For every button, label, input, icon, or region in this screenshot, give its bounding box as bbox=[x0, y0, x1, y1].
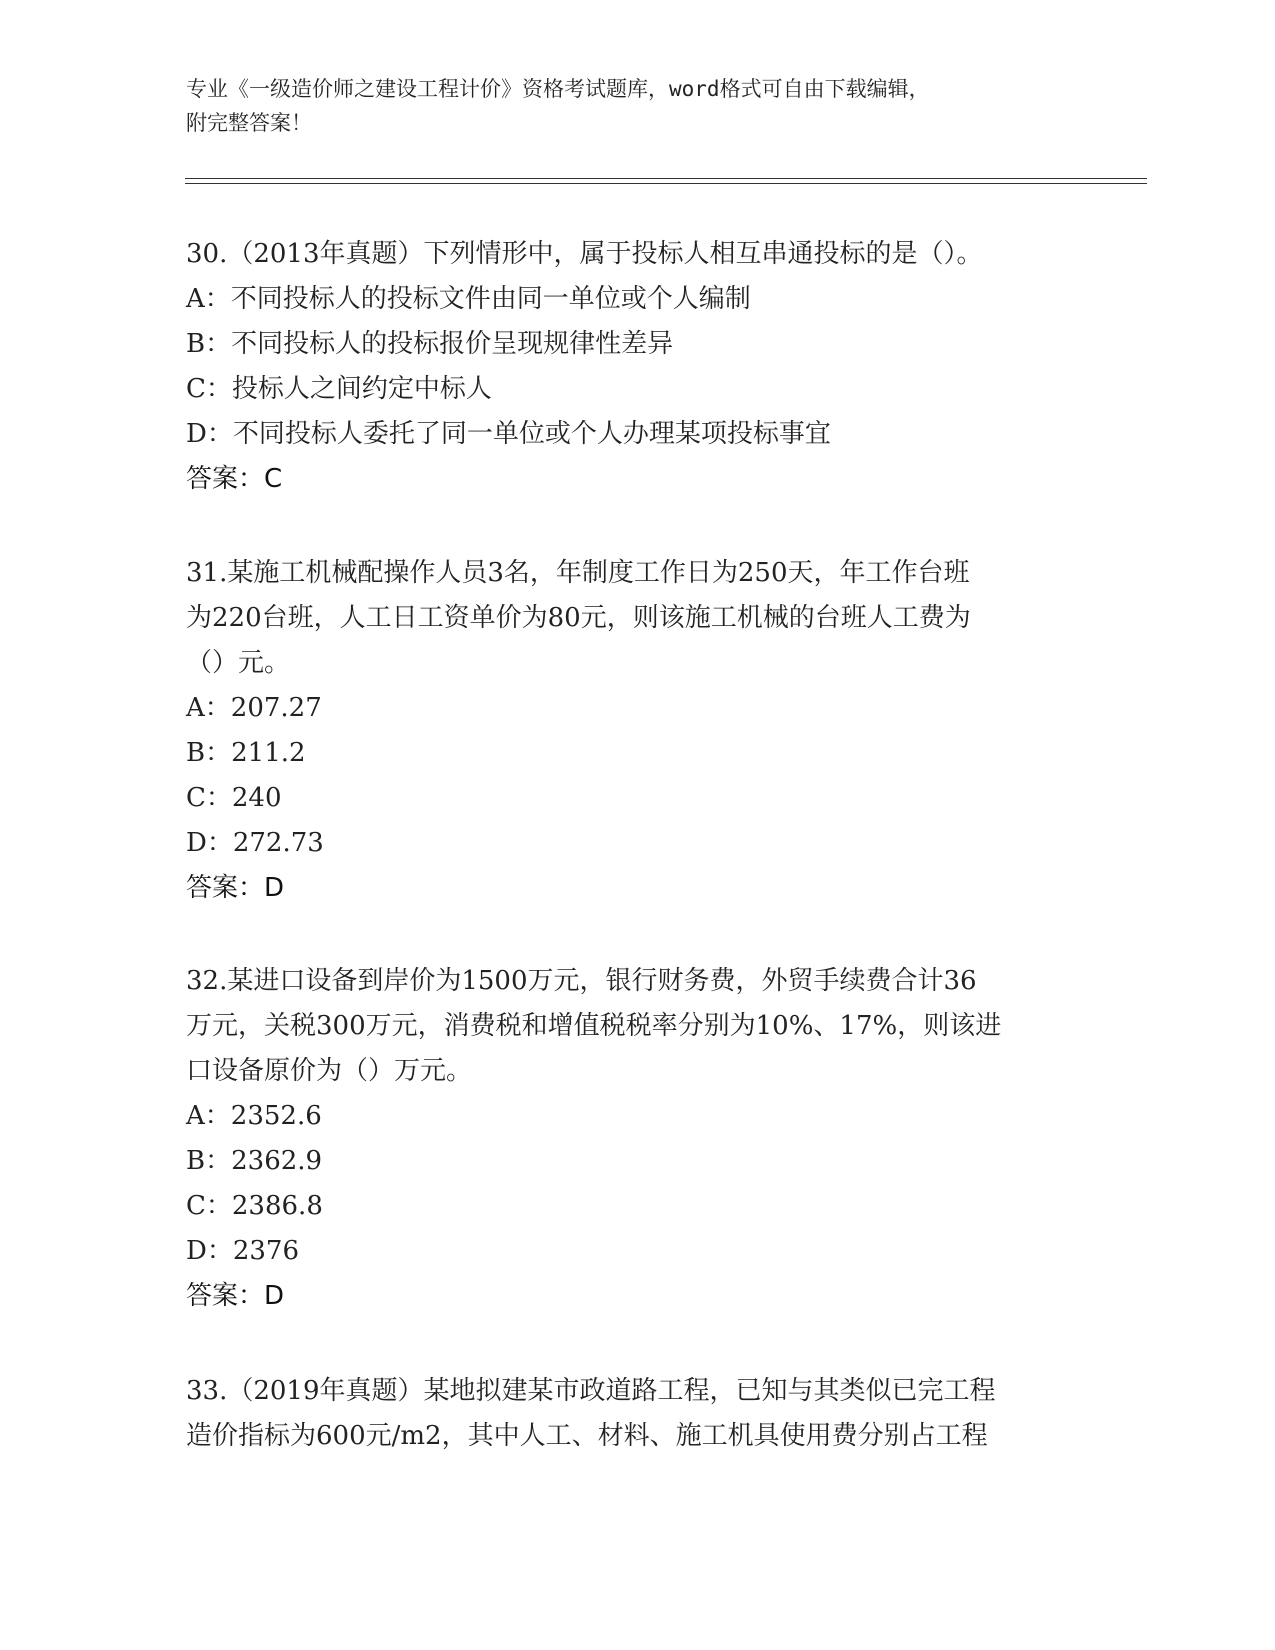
header-divider-bottom bbox=[185, 183, 1147, 184]
question-31 bbox=[186, 551, 1086, 911]
option-d: D：不同投标人委托了同一单位或个人办理某项投标事宜 bbox=[186, 419, 831, 449]
question-32 bbox=[186, 959, 1086, 1319]
option-b: B：211.2 bbox=[186, 738, 306, 768]
question-text-line-2: 为220台班，人工日工资单价为80元，则该施工机械的台班人工费为 bbox=[186, 603, 971, 633]
question-33 bbox=[186, 1369, 1086, 1459]
option-a: A：207.27 bbox=[186, 693, 322, 723]
question-text-line-3: 口设备原价为（）万元。 bbox=[186, 1056, 473, 1086]
question-text-line-3: （）元。 bbox=[186, 648, 291, 678]
question-text-line-1: 32.某进口设备到岸价为1500万元，银行财务费，外贸手续费合计36 bbox=[186, 966, 977, 996]
option-d: D：272.73 bbox=[186, 828, 324, 858]
header-divider-top bbox=[185, 178, 1147, 179]
question-30 bbox=[186, 232, 1086, 502]
option-a: A：不同投标人的投标文件由同一单位或个人编制 bbox=[186, 284, 751, 314]
answer: 答案：D bbox=[186, 1281, 285, 1311]
option-d: D：2376 bbox=[186, 1236, 300, 1266]
option-b: B：2362.9 bbox=[186, 1146, 323, 1176]
answer: 答案：C bbox=[186, 464, 283, 494]
option-c: C：240 bbox=[186, 783, 282, 813]
question-text-line-2: 造价指标为600元/m2，其中人工、材料、施工机具使用费分别占工程 bbox=[186, 1421, 988, 1451]
question-text-line-1: 31.某施工机械配操作人员3名，年制度工作日为250天，年工作台班 bbox=[186, 558, 970, 588]
option-a: A：2352.6 bbox=[186, 1101, 322, 1131]
option-b: B：不同投标人的投标报价呈现规律性差异 bbox=[186, 329, 674, 359]
question-text: 30.（2013年真题）下列情形中，属于投标人相互串通投标的是（）。 bbox=[186, 239, 983, 269]
header-line-1: 专业《一级造价师之建设工程计价》资格考试题库，word格式可自由下载编辑， bbox=[186, 77, 930, 101]
question-text-line-1: 33.（2019年真题）某地拟建某市政道路工程，已知与其类似已完工程 bbox=[186, 1376, 996, 1406]
question-text-line-2: 万元，关税300万元，消费税和增值税税率分别为10%、17%，则该进 bbox=[186, 1011, 1002, 1041]
header-line-2: 附完整答案！ bbox=[186, 111, 312, 135]
answer: 答案：D bbox=[186, 873, 285, 903]
option-c: C：2386.8 bbox=[186, 1191, 323, 1221]
option-c: C：投标人之间约定中标人 bbox=[186, 374, 492, 404]
document-header bbox=[186, 72, 1066, 140]
